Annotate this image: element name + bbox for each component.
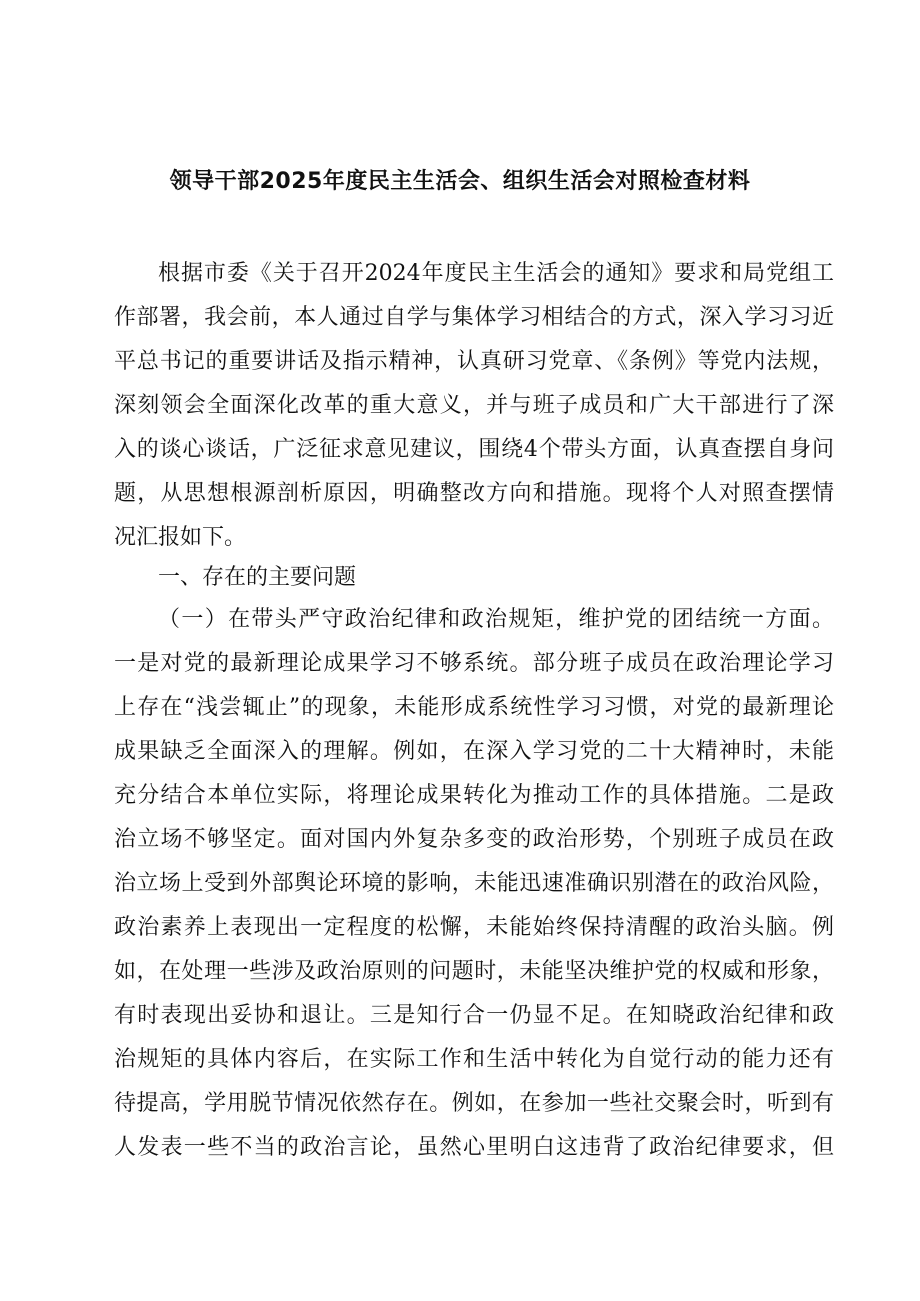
paragraph-line: 治规矩的具体内容后，在实际工作和生活中转化为自觉行动的能力还有	[114, 1047, 834, 1072]
paragraph-line: 待提高，学用脱节情况依然存在。例如，在参加一些社交聚会时，听到有	[114, 1091, 834, 1116]
paragraph-line: 治立场上受到外部舆论环境的影响，未能迅速准确识别潜在的政治风险，	[114, 871, 834, 896]
section-paragraph	[114, 598, 834, 1170]
paragraph-line: 根据市委《关于召开2024年度民主生活会的通知》要求和局党组工	[158, 261, 834, 286]
intro-paragraph	[114, 252, 834, 560]
paragraph-line: 治立场不够坚定。面对国内外复杂多变的政治形势，个别班子成员在政	[114, 827, 834, 852]
section-heading: 一、存在的主要问题	[158, 565, 357, 590]
paragraph-line: 政治素养上表现出一定程度的松懈，未能始终保持清醒的政治头脑。例	[114, 915, 834, 940]
paragraph-line: 深刻领会全面深化改革的重大意义，并与班子成员和广大干部进行了深	[114, 393, 834, 418]
paragraph-line: 入的谈心谈话，广泛征求意见建议，围绕4个带头方面，认真查摆自身问	[114, 437, 834, 462]
paragraph-line: （一）在带头严守政治纪律和政治规矩，维护党的团结统一方面。	[158, 607, 834, 632]
paragraph-line: 平总书记的重要讲话及指示精神，认真研习党章、《条例》等党内法规，	[114, 349, 834, 374]
paragraph-line: 充分结合本单位实际，将理论成果转化为推动工作的具体措施。二是政	[114, 783, 834, 808]
paragraph-line: 如，在处理一些涉及政治原则的问题时，未能坚决维护党的权威和形象，	[114, 959, 834, 984]
paragraph-line: 人发表一些不当的政治言论，虽然心里明白这违背了政治纪律要求，但	[114, 1135, 834, 1160]
paragraph-line: 有时表现出妥协和退让。三是知行合一仍显不足。在知晓政治纪律和政	[114, 1003, 834, 1028]
document-title: 领导干部2025年度民主生活会、组织生活会对照检查材料	[169, 169, 751, 194]
paragraph-line: 上存在“浅尝辄止”的现象，未能形成系统性学习习惯，对党的最新理论	[114, 695, 834, 720]
paragraph-line: 一是对党的最新理论成果学习不够系统。部分班子成员在政治理论学习	[114, 651, 834, 676]
paragraph-line: 题，从思想根源剖析原因，明确整改方向和措施。现将个人对照查摆情	[114, 481, 834, 506]
paragraph-line: 作部署，我会前，本人通过自学与集体学习相结合的方式，深入学习习近	[114, 305, 834, 330]
paragraph-line: 成果缺乏全面深入的理解。例如，在深入学习党的二十大精神时，未能	[114, 739, 834, 764]
paragraph-line: 况汇报如下。	[114, 525, 247, 550]
